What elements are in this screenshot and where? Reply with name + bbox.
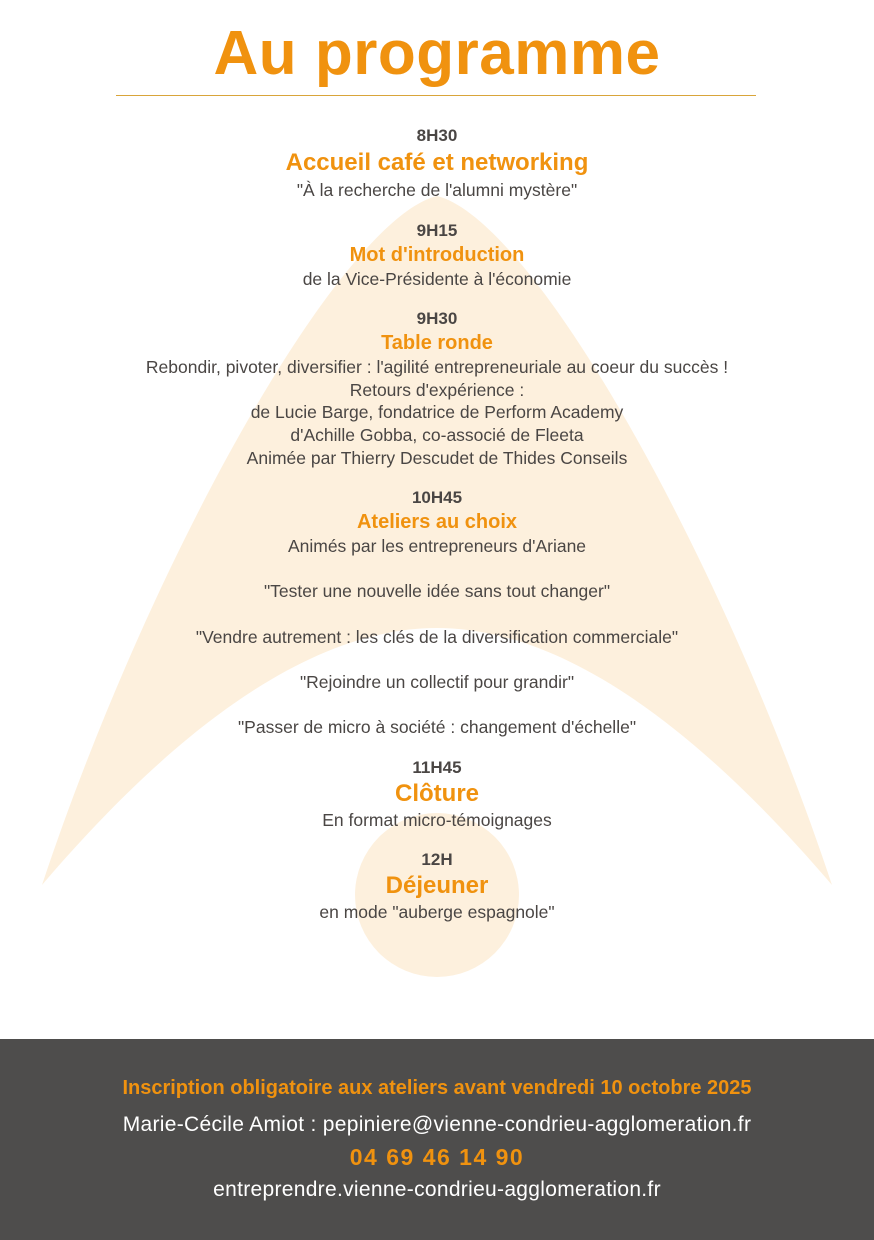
program-list <box>0 125 874 924</box>
program-description: en mode "auberge espagnole" <box>319 902 555 923</box>
program-item-introduction <box>0 220 874 291</box>
program-description: Animée par Thierry Descudet de Thides Conseils <box>246 447 628 468</box>
program-time: 12H <box>421 850 453 870</box>
title-divider <box>116 95 756 96</box>
program-item-ateliers <box>0 487 874 738</box>
program-item-accueil <box>0 125 874 202</box>
program-name: Mot d'introduction <box>349 243 525 266</box>
program-item-dejeuner <box>0 849 874 924</box>
program-time: 10H45 <box>411 488 463 508</box>
registration-notice: Inscription obligatoire aux ateliers avant vendredi 10 octobre 2025 <box>122 1077 752 1099</box>
program-name: Ateliers au choix <box>356 511 518 534</box>
workshop-title: "Passer de micro à société : changement d'échelle" <box>237 716 637 737</box>
footer-panel <box>0 1039 874 1240</box>
program-item-cloture <box>0 757 874 832</box>
program-description: de Lucie Barge, fondatrice de Perform Academy <box>250 402 624 423</box>
contact-email-line: Marie-Cécile Amiot : pepiniere@vienne-condrieu-agglomeration.fr <box>122 1113 752 1136</box>
program-name: Clôture <box>395 779 479 807</box>
program-time: 9H30 <box>416 309 458 329</box>
program-time: 11H45 <box>412 757 462 777</box>
program-name: Accueil café et networking <box>285 149 589 176</box>
program-description: d'Achille Gobba, co-associé de Fleeta <box>290 424 584 445</box>
website-link[interactable]: entreprendre.vienne-condrieu-agglomeration.fr <box>213 1178 661 1201</box>
workshop-title: "Tester une nouvelle idée sans tout changer" <box>263 581 611 602</box>
page-title: Au programme <box>213 19 661 88</box>
program-time: 9H15 <box>416 220 458 240</box>
program-description: "À la recherche de l'alumni mystère" <box>296 180 578 200</box>
program-description: Animés par les entrepreneurs d'Ariane <box>287 536 587 557</box>
program-description: Retours d'expérience : <box>349 379 525 400</box>
workshop-title: "Vendre autrement : les clés de la diversification commerciale" <box>195 626 679 647</box>
program-item-table-ronde <box>0 308 874 469</box>
program-description: de la Vice-Présidente à l'économie <box>302 268 572 289</box>
program-description: En format micro-témoignages <box>322 809 552 830</box>
program-name: Déjeuner <box>385 872 489 900</box>
program-name: Table ronde <box>381 332 493 355</box>
workshop-title: "Rejoindre un collectif pour grandir" <box>299 671 575 692</box>
program-description: Rebondir, pivoter, diversifier : l'agilité entrepreneuriale au coeur du succès ! <box>145 357 729 378</box>
contact-phone: 04 69 46 14 90 <box>349 1144 525 1170</box>
program-time: 8H30 <box>416 126 458 145</box>
